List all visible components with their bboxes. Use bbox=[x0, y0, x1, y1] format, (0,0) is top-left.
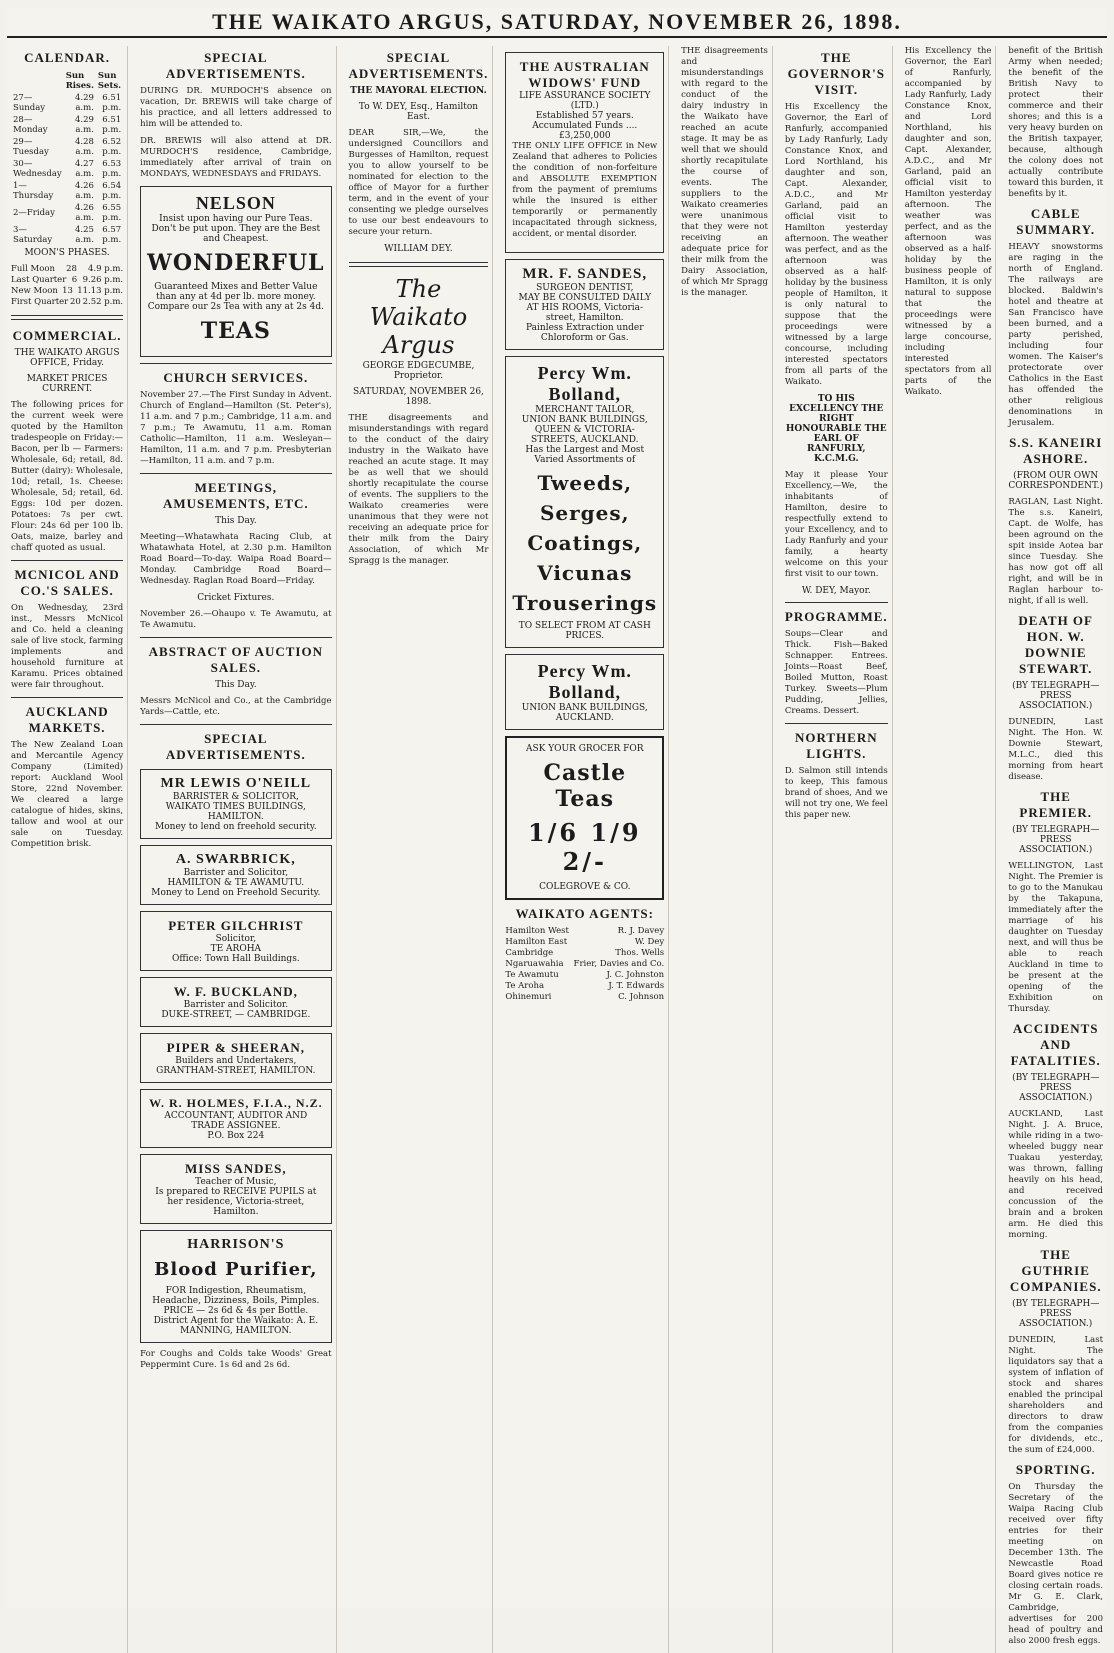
dentist-role: SURGEON DENTIST, bbox=[536, 283, 634, 293]
moon-row bbox=[11, 275, 123, 285]
column-4 bbox=[501, 46, 669, 1653]
mcnicol-body: On Wednesday, 23rd inst., Messrs McNicol and Co. held a cleaning sale of live stock, farming implements and household furniture at Karamu. Prices obtained were fair throughout. bbox=[11, 603, 124, 690]
agent-row bbox=[505, 937, 664, 947]
gilchrist-addr: TE AROHA bbox=[210, 944, 262, 954]
nelson-sub: Insist upon having our Pure Teas. Don't be put upon. They are the Best and Cheapest. bbox=[151, 214, 321, 244]
holmes-name: W. R. HOLMES, F.I.A., N.Z. bbox=[149, 1096, 323, 1110]
agent-name: R. J. Davey bbox=[617, 926, 665, 936]
calendar-title: CALENDAR. bbox=[24, 50, 111, 65]
moon-row bbox=[11, 286, 123, 296]
holmes-addr: P.O. Box 224 bbox=[207, 1131, 265, 1141]
bolland-item: Tweeds, bbox=[537, 471, 633, 495]
editorial-date: SATURDAY, NOVEMBER 26, 1898. bbox=[353, 387, 484, 407]
divider bbox=[140, 637, 331, 638]
gilchrist-card bbox=[140, 911, 331, 971]
divider bbox=[349, 262, 489, 267]
guthrie-body: DUNEDIN, Last Night. The liquidators say that a system of inflation of stock and shares enabled the principal shareholders and directors to draw from the companies for dividends, etc., the sum of £24,000. bbox=[1008, 1335, 1103, 1455]
agent-row bbox=[505, 992, 664, 1002]
moon-phase: Full Moon bbox=[11, 264, 55, 274]
calendar-sunrise: 4.26 a.m. bbox=[74, 181, 94, 201]
moon-day: 20 bbox=[70, 297, 81, 307]
calendar-sunset: 6.51 p.m. bbox=[102, 93, 122, 113]
mayoral-sign: WILLIAM DEY. bbox=[384, 244, 453, 254]
column-5 bbox=[677, 46, 773, 1653]
right-col-body: benefit of the British Army when needed; the benefit of the British Navy to protect their commerce and their shores; and this is a very heavy burden on the British taxpayer, because, although the colony does not actually contribute toward this burden, it benefits by it. bbox=[1008, 46, 1103, 199]
stewart-body: DUNEDIN, Last Night. The Hon. W. Downie Stewart, M.L.C., died this morning from heart disease. bbox=[1008, 717, 1103, 782]
piper-name: PIPER & SHEERAN, bbox=[166, 1040, 306, 1055]
calendar-sunrise: 4.26 a.m. bbox=[74, 203, 94, 223]
calendar-sunrise: 4.28 a.m. bbox=[74, 137, 94, 157]
column-6 bbox=[781, 46, 893, 1653]
moon-title: MOON'S PHASES. bbox=[24, 248, 110, 258]
holmes-role: ACCOUNTANT, AUDITOR AND TRADE ASSIGNEE. bbox=[164, 1111, 308, 1131]
moon-phase: First Quarter bbox=[11, 297, 69, 307]
cable-title: CABLE SUMMARY. bbox=[1016, 206, 1096, 237]
sporting-body: On Thursday the Secretary of the Waipa Racing Club received over fifty entries for their meeting on December 13th. The Newcastle Road Board gives notice re closing certain roads. Mr G. E. Clark, Cambridge, advertises for 200 head of poultry and also 2000 fresh eggs. bbox=[1008, 1482, 1103, 1646]
divider bbox=[140, 724, 331, 725]
gilchrist-name: PETER GILCHRIST bbox=[168, 918, 304, 933]
swarbrick-card bbox=[140, 845, 331, 905]
calendar-sunrise: 4.25 a.m. bbox=[74, 225, 94, 245]
commercial-body: The following prices for the current week were quoted by the Hamilton tradespeople on Friday:— Bacon, per lb — Farmers: Wholesale, 6d; retail, 8d. Butter (dairy): Wholesale, 10d; retail, 1s. Cheese: Wholesale, 5d; retail, 6d. Eggs: 10d per dozen. Potatoes: 7s per cwt. Flour: 24s 6d per 100 lb. Oats, maize, barley and chaff quoted as usual. bbox=[11, 400, 124, 553]
agent-name: J. T. Edwards bbox=[608, 981, 665, 991]
calendar-row bbox=[11, 136, 123, 158]
agent-name: C. Johnson bbox=[618, 992, 665, 1002]
bolland2-addr: UNION BANK BUILDINGS, AUCKLAND. bbox=[521, 703, 648, 723]
castle-prices: 1/6 1/9 2/- bbox=[527, 818, 642, 876]
agent-row bbox=[505, 959, 664, 969]
calendar-day: 3—Saturday bbox=[13, 225, 53, 245]
moon-time: 2.52 p.m. bbox=[82, 297, 124, 307]
calendar-day: 2—Friday bbox=[13, 208, 55, 218]
special-ads-2-title: SPECIAL ADVERTISEMENTS. bbox=[165, 731, 306, 762]
moon-day: 6 bbox=[71, 275, 78, 285]
harrison-brand: HARRISON'S bbox=[187, 1237, 285, 1252]
harrison-ad bbox=[140, 1230, 331, 1343]
editorial-body: THE disagreements and misunderstandings with regard to the conduct of the dairy industry in the Waikato have reached an acute stage. It may be as well that we should shortly recapitulate the course of events. The suppliers to the Waikato creameries were unanimous that they were not receiving an adequate price for their milk from the Dairy Association, of which Mr Spragg is the manager. bbox=[348, 413, 489, 566]
address-heading: TO HIS EXCELLENCY THE RIGHT HONOURABLE THE EARL OF RANFURLY, K.C.M.G. bbox=[785, 394, 887, 464]
bolland-ad-2 bbox=[505, 654, 664, 730]
harrison-headline: Blood Purifier, bbox=[154, 1259, 318, 1280]
agent-place: Te Awamutu bbox=[505, 970, 559, 980]
calendar-header-sunset: Sun Sets. bbox=[97, 71, 122, 91]
moon-time: 4.9 p.m. bbox=[88, 264, 124, 274]
church-body: November 27.—The First Sunday in Advent. Church of England—Hamilton (St. Peter's), 11 a.m. and 7 p.m.; Cambridge, 11 a.m. and 7 p.m.; Te Awamutu, 11 a.m. Roman Catholic—Hamilton, 11 a.m. Wesleyan—Hamilton, 11 a.m. and 7 p.m. Presbyterian—Hamilton, 11 a.m. and 7 p.m. bbox=[140, 390, 332, 466]
harrison-price: PRICE — 2s 6d & 4s per Bottle. bbox=[163, 1306, 309, 1316]
guthrie-sub: (BY TELEGRAPH—PRESS ASSOCIATION.) bbox=[1012, 1299, 1100, 1329]
bolland-item: Vicunas bbox=[537, 561, 633, 585]
widows-fund-name: THE AUSTRALIAN WIDOWS' FUND bbox=[519, 59, 650, 90]
calendar-sunset: 6.55 p.m. bbox=[102, 203, 122, 223]
buckland-role: Barrister and Solicitor. bbox=[183, 1000, 289, 1010]
nelson-headline: WONDERFUL bbox=[147, 250, 325, 276]
calendar-row bbox=[11, 180, 123, 202]
sandes-music-note: Is prepared to RECEIVE PUPILS at her residence, Victoria-street, Hamilton. bbox=[155, 1187, 317, 1217]
calendar-table bbox=[11, 70, 123, 246]
moon-time: 11.13 p.m. bbox=[77, 286, 124, 296]
editorial-editor: GEORGE EDGECUMBE, Proprietor. bbox=[362, 361, 475, 381]
calendar-sunset: 6.53 p.m. bbox=[102, 159, 122, 179]
bolland-ad bbox=[505, 356, 664, 648]
premier-title: THE PREMIER. bbox=[1019, 789, 1093, 820]
nelson-brand: NELSON bbox=[195, 193, 276, 213]
column-2 bbox=[136, 46, 336, 1653]
premier-sub: (BY TELEGRAPH—PRESS ASSOCIATION.) bbox=[1012, 825, 1100, 855]
buckland-card bbox=[140, 977, 331, 1027]
premier-body: WELLINGTON, Last Night. The Premier is to go to the Manukau by the Takapuna, immediately after the marriage of his daughter on Tuesday next, and will thus be able to reach Auckland in time to be present at the opening of the Exhibition on Thursday. bbox=[1008, 861, 1103, 1014]
oneill-addr: WAIKATO TIMES BUILDINGS, HAMILTON. bbox=[165, 802, 306, 822]
editorial-continued: THE disagreements and misunderstandings with regard to the conduct of the dairy industry in the Waikato have reached an acute stage. It may be as well that we should shortly recapitulate the course of events. The suppliers to the Waikato creameries were unanimous that they were not receiving an adequate price for their milk from the Dairy Association, of which Mr Spragg is the manager. bbox=[681, 46, 768, 298]
auction-sub: This Day. bbox=[215, 680, 257, 690]
castle-pre: ASK YOUR GROCER FOR bbox=[525, 744, 644, 754]
kaneiri-sub: (FROM OUR OWN CORRESPONDENT.) bbox=[1008, 471, 1103, 491]
moon-day: 28 bbox=[66, 264, 77, 274]
agent-row bbox=[505, 981, 664, 991]
special-ad-body-2: DR. BREWIS will also attend at DR. MURDOCH'S residence, Cambridge, immediately after arrival of train on MONDAYS, WEDNESDAYS and FRIDAYS. bbox=[140, 136, 332, 179]
dentist-name: MR. F. SANDES, bbox=[522, 266, 648, 282]
nelson-tag: Guaranteed Mixes and Better Value than any at 4d per lb. more money. Compare our 2s Tea with any at 2s 4d. bbox=[147, 282, 324, 312]
accidents-body: AUCKLAND, Last Night. J. A. Bruce, while riding in a two-wheeled buggy near Tuakau yesterday, was thrown, falling heavily on his head, and received concussion of the brain and a broken arm. He died this morning. bbox=[1008, 1109, 1103, 1240]
bolland-name: Percy Wm. Bolland, bbox=[537, 363, 632, 404]
swarbrick-note: Money to Lend on Freehold Security. bbox=[151, 888, 321, 898]
agent-name: W. Dey bbox=[634, 937, 665, 947]
agent-place: Ohinemuri bbox=[505, 992, 552, 1002]
mayoral-body: DEAR SIR,—We, the undersigned Councillors and Burgesses of Hamilton, request you to allow yourself to be nominated for election to the office of Mayor for a further term, and in the event of your consenting we pledge ourselves to use our best endeavours to secure your return. bbox=[348, 128, 489, 237]
castle-teas-ad bbox=[505, 736, 664, 900]
bolland2-name: Percy Wm. Bolland, bbox=[537, 661, 632, 702]
calendar-row bbox=[11, 92, 123, 114]
calendar-day: 29—Tuesday bbox=[13, 137, 49, 157]
agent-name: J. C. Johnston bbox=[606, 970, 665, 980]
agent-row bbox=[505, 948, 664, 958]
castle-brand: Castle Teas bbox=[543, 760, 627, 812]
oneill-note: Money to lend on freehold security. bbox=[155, 822, 317, 832]
piper-role: Builders and Undertakers, bbox=[175, 1056, 297, 1066]
kaneiri-title: S.S. KANEIRI ASHORE. bbox=[1009, 435, 1103, 466]
calendar-header-sunrise: Sun Rises. bbox=[65, 71, 94, 91]
widows-fund-ad bbox=[505, 52, 664, 253]
column-1 bbox=[7, 46, 128, 1653]
swarbrick-addr: HAMILTON & TE AWAMUTU. bbox=[167, 878, 305, 888]
oneill-card bbox=[140, 769, 331, 839]
divider bbox=[140, 473, 331, 474]
bolland-tail: TO SELECT FROM AT CASH PRICES. bbox=[518, 621, 651, 641]
governor-title: THE GOVERNOR'S VISIT. bbox=[787, 50, 885, 97]
stewart-title: DEATH OF HON. W. DOWNIE STEWART. bbox=[1018, 613, 1093, 676]
calendar-row bbox=[11, 114, 123, 136]
meetings-sub: This Day. bbox=[215, 516, 257, 526]
column-7 bbox=[901, 46, 997, 1653]
sandes-music-role: Teacher of Music, bbox=[195, 1177, 277, 1187]
newspaper-page bbox=[7, 8, 1107, 1646]
calendar-row bbox=[11, 224, 123, 246]
bolland-item: Trouserings bbox=[512, 591, 658, 615]
moon-day: 13 bbox=[62, 286, 73, 296]
harrison-sub: FOR Indigestion, Rheumatism, Headache, Dizziness, Boils, Pimples. bbox=[152, 1286, 320, 1306]
calendar-day: 27—Sunday bbox=[13, 93, 46, 113]
piper-card bbox=[140, 1033, 331, 1083]
ad-coughs: For Coughs and Colds take Woods' Great Peppermint Cure. 1s 6d and 2s 6d. bbox=[140, 1349, 332, 1370]
commercial-sub: THE WAIKATO ARGUS OFFICE, Friday. bbox=[14, 348, 120, 368]
sporting-title: SPORTING. bbox=[1015, 1462, 1096, 1477]
auckland-body: The New Zealand Loan and Mercantile Agency Company (Limited) report: Auckland Wool Store, 22nd November. We cleared a large catalogue of hides, skins, tallow and wool at our sale on Tuesday. Competition brisk. bbox=[11, 740, 124, 849]
special-ad-body: DURING DR. MURDOCH'S absence on vacation, Dr. BREWIS will take charge of his practice, and all letters addressed to him will be attended to. bbox=[140, 86, 332, 129]
bolland-item: Serges, bbox=[539, 501, 630, 525]
piper-addr: GRANTHAM-STREET, HAMILTON. bbox=[156, 1066, 316, 1076]
sandes-music-name: MISS SANDES, bbox=[185, 1161, 287, 1176]
widows-fund-estab: Established 57 years. bbox=[535, 111, 634, 121]
bolland-item: Coatings, bbox=[527, 531, 643, 555]
swarbrick-role: Barrister and Solicitor, bbox=[183, 868, 289, 878]
editorial-masthead: The Waikato Argus bbox=[369, 275, 468, 359]
commercial-lead: MARKET PRICES CURRENT. bbox=[26, 374, 108, 394]
calendar-row bbox=[11, 158, 123, 180]
mayoral-heading: THE MAYORAL ELECTION. bbox=[350, 86, 487, 96]
kaneiri-body: RAGLAN, Last Night. The s.s. Kaneiri, Capt. de Wolfe, has been aground on the spit inside Aotea bar since Tuesday. She has now got off all right, and will be in Raglan harbour to-night, if all is well. bbox=[1008, 497, 1103, 606]
castle-maker: COLEGROVE & CO. bbox=[539, 882, 631, 892]
holmes-card bbox=[140, 1089, 331, 1148]
oneill-role: BARRISTER & SOLICITOR, bbox=[172, 792, 299, 802]
moon-phase: Last Quarter bbox=[11, 275, 67, 285]
buckland-name: W. F. BUCKLAND, bbox=[173, 984, 298, 999]
moon-time: 9.26 p.m. bbox=[82, 275, 124, 285]
oneill-name: MR LEWIS O'NEILL bbox=[160, 776, 312, 791]
masthead-title: THE WAIKATO ARGUS, SATURDAY, NOVEMBER 26, 1898. bbox=[212, 9, 902, 34]
bolland-addr: UNION BANK BUILDINGS, QUEEN & VICTORIA-STREETS, AUCKLAND. bbox=[521, 415, 648, 445]
widows-fund-sub: LIFE ASSURANCE SOCIETY (LTD.) bbox=[519, 91, 651, 111]
stewart-sub: (BY TELEGRAPH—PRESS ASSOCIATION.) bbox=[1012, 681, 1100, 711]
sandes-music-card bbox=[140, 1154, 331, 1224]
mayoral-title: SPECIAL ADVERTISEMENTS. bbox=[348, 50, 489, 81]
moon-row bbox=[11, 264, 123, 274]
bolland-sub: Has the Largest and Most Varied Assortments of bbox=[525, 445, 645, 465]
calendar-sunset: 6.52 p.m. bbox=[102, 137, 122, 157]
calendar-sunrise: 4.27 a.m. bbox=[74, 159, 94, 179]
accidents-sub: (BY TELEGRAPH—PRESS ASSOCIATION.) bbox=[1012, 1073, 1100, 1103]
calendar-sunset: 6.54 p.m. bbox=[102, 181, 122, 201]
agent-place: Ngaruawahia bbox=[505, 959, 564, 969]
calendar-day: 30—Wednesday bbox=[13, 159, 62, 179]
mayoral-addressee: To W. DEY, Esq., Hamilton East. bbox=[358, 102, 479, 122]
column-3 bbox=[345, 46, 494, 1653]
calendar-sunrise: 4.29 a.m. bbox=[74, 115, 94, 135]
auckland-title: AUCKLAND MARKETS. bbox=[25, 704, 109, 735]
church-title: CHURCH SERVICES. bbox=[163, 370, 309, 385]
widows-fund-features: THE ONLY LIFE OFFICE in New Zealand that adheres to Policies the condition of non-forfeiture and ABSOLUTE EXEMPTION from the payment of premiums while the insured is either temporarily or permanently incapacitated through sickness, accident, or mental disorder. bbox=[512, 141, 658, 239]
governor-continued: His Excellency the Governor, the Earl of Ranfurly, accompanied by Lady Ranfurly, Lady Constance Knox, and Lord Northland, his daughter and son, Capt. Alexander, A.D.C., and Mr Garland, paid an official visit to Hamilton yesterday afternoon. The weather was perfect, and as the afternoon was observed as a half-holiday by the business people of Hamilton, it is only natural to suppose that the proceedings were witnessed by a large concourse, including interested spectators from all parts of the Waikato. bbox=[904, 46, 992, 397]
divider bbox=[785, 602, 888, 603]
buckland-addr: DUKE-STREET, — CAMBRIDGE. bbox=[161, 1010, 311, 1020]
agent-place: Hamilton West bbox=[505, 926, 569, 936]
commercial-title: COMMERCIAL. bbox=[12, 328, 122, 343]
accidents-title: ACCIDENTS AND FATALITIES. bbox=[1010, 1021, 1101, 1068]
divider bbox=[11, 560, 123, 561]
agent-row bbox=[505, 970, 664, 980]
harrison-agent: District Agent for the Waikato: A. E. MANNING, HAMILTON. bbox=[153, 1316, 319, 1336]
moon-row bbox=[11, 297, 123, 307]
governor-body: His Excellency the Governor, the Earl of Ranfurly, accompanied by Lady Ranfurly, Lady Constance Knox, and Lord Northland, his daughter and son, Capt. Alexander, A.D.C., and Mr Garland, paid an official visit to Hamilton yesterday afternoon. The weather was perfect, and as the afternoon was observed as a half-holiday by the business people of Hamilton, it is only natural to suppose that the proceedings were witnessed by a large concourse, including interested spectators from all parts of the Waikato. bbox=[784, 102, 888, 387]
auction-title: ABSTRACT OF AUCTION SALES. bbox=[148, 644, 323, 675]
meetings-title: MEETINGS, AMUSEMENTS, ETC. bbox=[163, 480, 309, 511]
address-sign: W. DEY, Mayor. bbox=[801, 586, 871, 596]
masthead bbox=[7, 8, 1107, 38]
agent-row bbox=[505, 926, 664, 936]
cricket-title: Cricket Fixtures. bbox=[197, 593, 275, 603]
nelson-ad bbox=[140, 186, 331, 357]
agents-title: WAIKATO AGENTS: bbox=[515, 906, 654, 921]
guthrie-title: THE GUTHRIE COMPANIES. bbox=[1009, 1247, 1102, 1294]
mcnicol-title: MCNICOL AND CO.'S SALES. bbox=[14, 567, 120, 598]
meetings-body: Meeting—Whatawhata Racing Club, at Whatawhata Hotel, at 2.30 p.m. Hamilton Road Board—To-day. Waipa Road Board—Monday. Cambridge Road Board—Wednesday. Raglan Road Board—Friday. bbox=[140, 532, 332, 586]
calendar-row bbox=[11, 202, 123, 224]
cable-body: HEAVY snowstorms are raging in the north of England. The railways are blocked. Baldwin's hotel and theatre at San Francisco have been burned, and a party perished, including four women. The Kaiser's protectorate over Catholics in the East has offended the other religious denominations in Jerusalem. bbox=[1008, 242, 1103, 428]
calendar-day: 1—Thursday bbox=[13, 181, 54, 201]
column-8 bbox=[1004, 46, 1107, 1653]
calendar-sunset: 6.51 p.m. bbox=[102, 115, 122, 135]
menu-body: Soups—Clear and Thick. Fish—Baked Schnapper. Entrees. Joints—Roast Beef, Boiled Mutton, Roast Turkey. Sweets—Plum Pudding, Jellies, Creams. Dessert. bbox=[784, 629, 888, 716]
agent-name: Thos. Wells bbox=[615, 948, 665, 958]
calendar-day: 28—Monday bbox=[13, 115, 48, 135]
menu-title: PROGRAMME. bbox=[784, 609, 888, 624]
widows-fund-funds: Accumulated Funds .... £3,250,000 bbox=[532, 121, 638, 141]
bolland-trade: MERCHANT TAILOR, bbox=[535, 405, 635, 415]
address-body: May it please Your Excellency,—We, the inhabitants of Hamilton, desire to respectfully extend to your Excellency, and to Lady Ranfurly and your family, a hearty welcome on this your first visit to our town. bbox=[784, 470, 888, 579]
dentist-tag: Painless Extraction under Chloroform or Gas. bbox=[526, 323, 644, 343]
divider bbox=[11, 315, 123, 320]
gilchrist-note: Office: Town Hall Buildings. bbox=[172, 954, 300, 964]
agent-name: Frier, Davies and Co. bbox=[573, 959, 665, 969]
northern-title: NORTHERN LIGHTS. bbox=[794, 730, 878, 761]
divider bbox=[11, 697, 123, 698]
dentist-note: MAY BE CONSULTED DAILY AT HIS ROOMS, Victoria-street, Hamilton. bbox=[518, 293, 652, 323]
calendar-sunrise: 4.29 a.m. bbox=[74, 93, 94, 113]
cricket-body: November 26.—Ohaupo v. Te Awamutu, at Te Awamutu. bbox=[140, 609, 332, 630]
calendar-sunset: 6.57 p.m. bbox=[102, 225, 122, 245]
nelson-teas: TEAS bbox=[200, 318, 271, 344]
columns bbox=[7, 46, 1107, 1646]
moon-phase: New Moon bbox=[11, 286, 58, 296]
agent-place: Hamilton East bbox=[505, 937, 568, 947]
agent-place: Te Aroha bbox=[505, 981, 545, 991]
northern-body: D. Salmon still intends to keep, This famous brand of shoes, And we will not try one, We feel this paper new. bbox=[784, 766, 888, 820]
divider bbox=[140, 363, 331, 364]
swarbrick-name: A. SWARBRICK, bbox=[175, 852, 296, 867]
gilchrist-role: Solicitor, bbox=[215, 934, 257, 944]
dentist-ad bbox=[505, 259, 664, 350]
divider bbox=[785, 723, 888, 724]
auction-body: Messrs McNicol and Co., at the Cambridge Yards—Cattle, etc. bbox=[140, 696, 332, 717]
agent-place: Cambridge bbox=[505, 948, 554, 958]
special-ads-title: SPECIAL ADVERTISEMENTS. bbox=[165, 50, 306, 81]
